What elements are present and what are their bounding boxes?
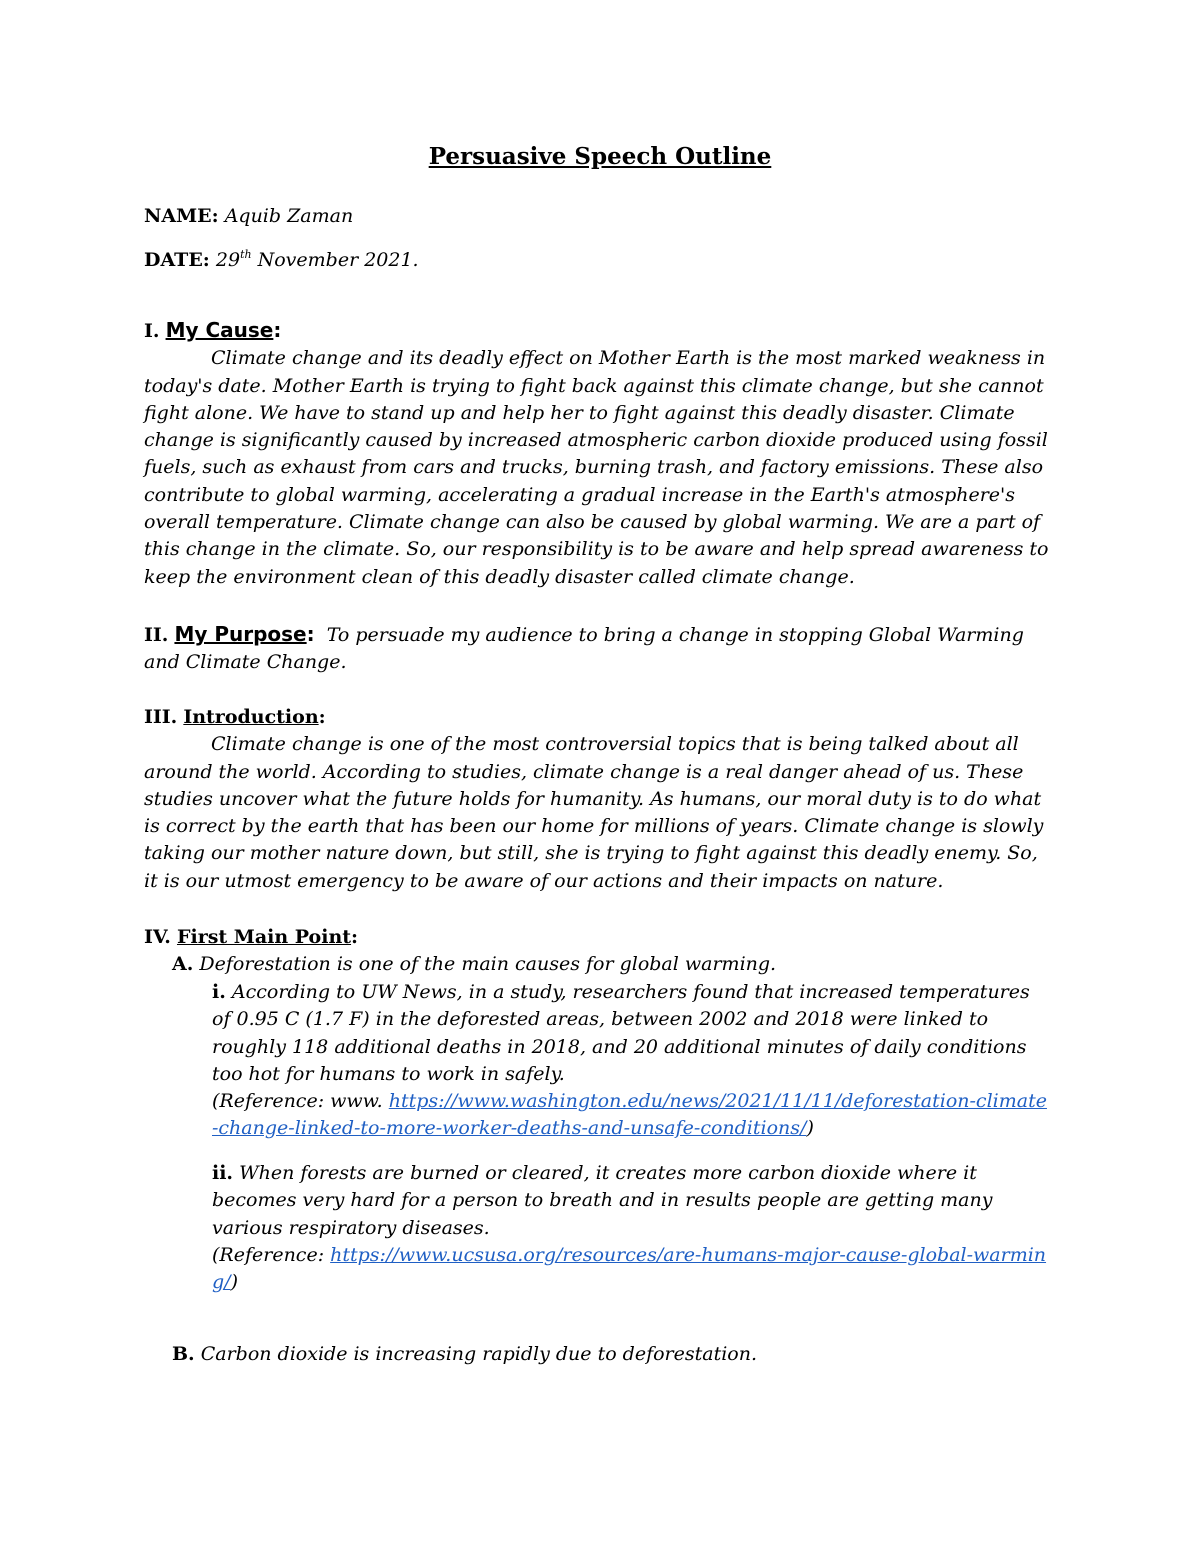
- date-day: 29: [215, 249, 241, 271]
- reference-prefix: (Reference:: [212, 1243, 331, 1266]
- reference: [212, 1088, 1052, 1143]
- name-value: Aquib Zaman: [224, 205, 354, 227]
- point-text: Carbon dioxide is increasing rapidly due to deforestation.: [200, 1343, 758, 1365]
- section-introduction: [144, 704, 1054, 895]
- date-label: DATE:: [144, 249, 210, 271]
- point-label: A.: [172, 953, 194, 975]
- reference-link[interactable]: https://www.washington.edu/news/2021/11/11/deforestation-climate-change-linked-to-more-worker-deaths-and-unsafe-conditions/: [212, 1090, 1047, 1140]
- point-text: Deforestation is one of the main causes for global warming.: [199, 953, 777, 975]
- section-title: My Purpose: [174, 622, 307, 646]
- date-value: [216, 249, 419, 271]
- reference: [212, 1242, 1052, 1297]
- date-rest: November 2021.: [251, 249, 419, 271]
- section-title: My Cause: [165, 318, 274, 342]
- name-line: [144, 203, 353, 230]
- section-numeral: I.: [144, 320, 160, 342]
- sub-point-label: i.: [212, 981, 226, 1003]
- point-b: [172, 1341, 1052, 1368]
- section-numeral: II.: [144, 624, 169, 646]
- sub-point-label: ii.: [212, 1162, 234, 1184]
- section-title: First Main Point: [176, 926, 352, 948]
- section-colon: :: [351, 926, 359, 948]
- section-numeral: III.: [144, 706, 178, 728]
- section-body: To persuade my audience to bring a change in stopping Global Warming and Climate Change.: [144, 624, 1024, 674]
- section-heading: [144, 704, 1054, 731]
- point-label: B.: [172, 1343, 195, 1365]
- name-label: NAME:: [144, 205, 219, 227]
- section-colon: :: [318, 706, 326, 728]
- page-title: Persuasive Speech Outline: [428, 143, 772, 170]
- section-my-purpose: [144, 621, 1054, 677]
- date-suffix: th: [240, 248, 252, 261]
- date-line: [144, 247, 419, 274]
- section-colon: :: [306, 622, 315, 646]
- section-my-cause: [144, 317, 1054, 591]
- section-body: Climate change is one of the most controversial topics that is being talked about all around the world. According to studies, climate change is a real danger ahead of us. These studies uncover what the future holds for humanity. As humans, our moral duty is to do what is correct by the earth that has been our home for millions of years. Climate change is slowly taking our mother nature down, but still, she is trying to fight against this deadly enemy. So, it is our utmost emergency to be aware of our actions and their impacts on nature.: [144, 733, 1044, 892]
- section-heading: [144, 317, 1054, 345]
- section-colon: :: [273, 318, 282, 342]
- sub-point-ii: [212, 1160, 1052, 1296]
- section-numeral: IV.: [144, 926, 171, 948]
- section-first-main-point: [144, 924, 1054, 951]
- section-body: Climate change and its deadly effect on Mother Earth is the most marked weakness in today's date. Mother Earth is trying to fight back against this climate change, but she cannot fight alone. We have to stand up and help her to fight against this deadly disaster. Climate change is significantly caused by increased atmospheric carbon dioxide produced using fossil fuels, such as exhaust from cars and trucks, burning trash, and factory emissions. These also contribute to global warming, accelerating a gradual increase in the Earth's atmosphere's overall temperature. Climate change can also be caused by global warming. We are a part of this change in the climate. So, our responsibility is to be aware and help spread awareness to keep the environment clean of this deadly disaster called climate change.: [144, 347, 1049, 588]
- reference-suffix: ): [806, 1117, 814, 1140]
- point-a: [172, 951, 1052, 978]
- section-title: Introduction: [183, 706, 319, 728]
- reference-suffix: ): [230, 1271, 238, 1294]
- reference-prefix: (Reference: www.: [212, 1090, 389, 1113]
- sub-point-text: When forests are burned or cleared, it creates more carbon dioxide where it becomes very hard for a person to breath and in results people are getting many various respiratory diseases.: [212, 1162, 993, 1239]
- sub-point-text: According to UW News, in a study, researchers found that increased temperatures of 0.95 C (1.7 F) in the deforested areas, between 2002 and 2018 were linked to roughly 118 additional deaths in 2018, and 20 additional minutes of daily conditions too hot for humans to work in safely.: [212, 981, 1030, 1085]
- sub-point-i: [212, 979, 1052, 1143]
- reference-link[interactable]: https://www.ucsusa.org/resources/are-humans-major-cause-global-warming/: [212, 1243, 1047, 1294]
